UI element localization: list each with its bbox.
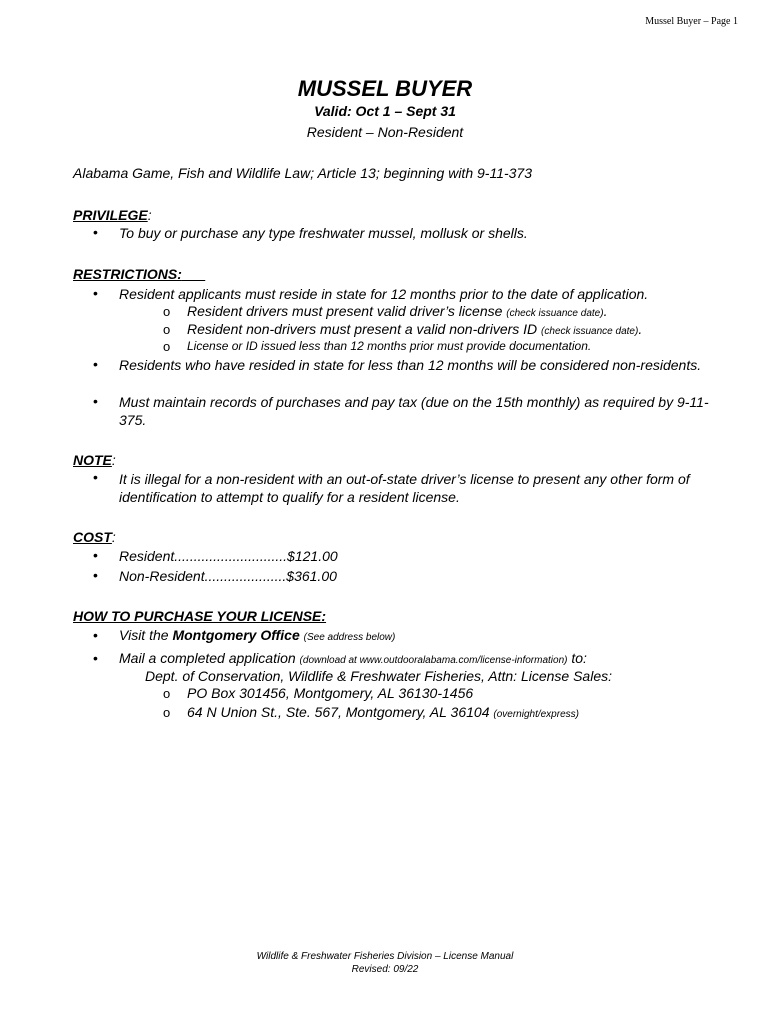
footer-division: Wildlife & Freshwater Fisheries Division – License Manual: [256, 951, 514, 962]
validity-period: Valid: Oct 1 – Sept 31: [314, 103, 456, 119]
page-title: MUSSEL BUYER: [297, 76, 473, 101]
restriction-sub-2: Resident non-drivers must present a valid non-drivers ID (check issuance date).: [187, 321, 643, 337]
mail-department: Dept. of Conservation, Wildlife & Freshwater Fisheries, Attn: License Sales:: [145, 668, 612, 684]
restriction-sub-1: Resident drivers must present valid driver’s license (check issuance date).: [187, 303, 608, 319]
restriction-item-1: Resident applicants must reside in state for 12 months prior to the date of application.: [119, 286, 649, 302]
privilege-item: To buy or purchase any type freshwater mussel, mollusk or shells.: [119, 225, 528, 241]
restrictions-heading: [73, 266, 205, 282]
montgomery-office: Montgomery Office: [172, 627, 300, 643]
footer-revised: Revised: 09/22: [351, 964, 419, 975]
restriction-sub-3: License or ID issued less than 12 months prior must provide documentation.: [187, 339, 592, 353]
mail-suffix: to:: [571, 650, 587, 666]
restriction-sub-1-note: (check issuance date): [506, 308, 604, 319]
purchase-visit: [119, 627, 395, 643]
note-heading: NOTE:: [73, 452, 116, 468]
sub-bullet: o: [163, 339, 171, 354]
restriction-item-2: Residents who have resided in state for less than 12 months will be considered non-residents.: [119, 357, 702, 373]
note-heading-text: NOTE: [73, 452, 112, 468]
law-reference: Alabama Game, Fish and Wildlife Law; Article 13; beginning with 9-11-373: [73, 165, 532, 181]
bullet: •: [93, 393, 98, 409]
bullet: •: [93, 650, 98, 666]
bullet: •: [93, 356, 98, 372]
restriction-sub-1-text: Resident drivers must present valid driver’s license: [187, 303, 503, 319]
purchase-heading: HOW TO PURCHASE YOUR LICENSE:: [73, 608, 327, 624]
bullet: •: [93, 567, 98, 583]
cost-resident: Resident.............................$121.00: [119, 548, 338, 564]
bullet: •: [93, 285, 98, 301]
page-header: Mussel Buyer – Page 1: [645, 16, 738, 27]
restriction-sub-2-text: Resident non-drivers must present a valid non-drivers ID: [187, 321, 538, 337]
address-street: [187, 704, 579, 720]
cost-nonresident: Non-Resident.....................$361.00: [119, 568, 337, 584]
restrictions-heading-text: RESTRICTIONS:: [73, 266, 182, 282]
sub-bullet: o: [163, 686, 171, 701]
sub-bullet: o: [163, 322, 171, 337]
privilege-heading-text: PRIVILEGE: [73, 207, 148, 223]
address-po-box: PO Box 301456, Montgomery, AL 36130-1456: [187, 685, 474, 701]
note-item: It is illegal for a non-resident with an out-of-state driver’s license to present any other form of identification to attempt to qualify for a resident license.: [119, 471, 690, 505]
bullet: •: [93, 224, 98, 240]
cost-heading: COST:: [73, 529, 116, 545]
mail-note: (download at www.outdooralabama.com/license-information): [299, 655, 568, 666]
sub-bullet: o: [163, 304, 171, 319]
address-street-note: (overnight/express): [493, 709, 579, 720]
purchase-mail: [119, 650, 587, 666]
bullet: •: [93, 547, 98, 563]
visit-note: (See address below): [303, 632, 396, 643]
privilege-heading: PRIVILEGE:: [73, 207, 152, 223]
bullet: •: [93, 627, 98, 643]
residency-type: Resident – Non-Resident: [306, 124, 464, 140]
sub-bullet: o: [163, 705, 171, 720]
address-street-text: 64 N Union St., Ste. 567, Montgomery, AL 36104: [187, 704, 490, 720]
visit-prefix: Visit the: [119, 627, 173, 643]
mail-prefix: Mail a completed application: [119, 650, 296, 666]
restriction-item-3: Must maintain records of purchases and pay tax (due on the 15th monthly) as required by 9-11-375.: [119, 394, 709, 428]
bullet: •: [93, 469, 98, 485]
cost-heading-text: COST: [73, 529, 112, 545]
restriction-sub-2-note: (check issuance date): [541, 326, 639, 337]
